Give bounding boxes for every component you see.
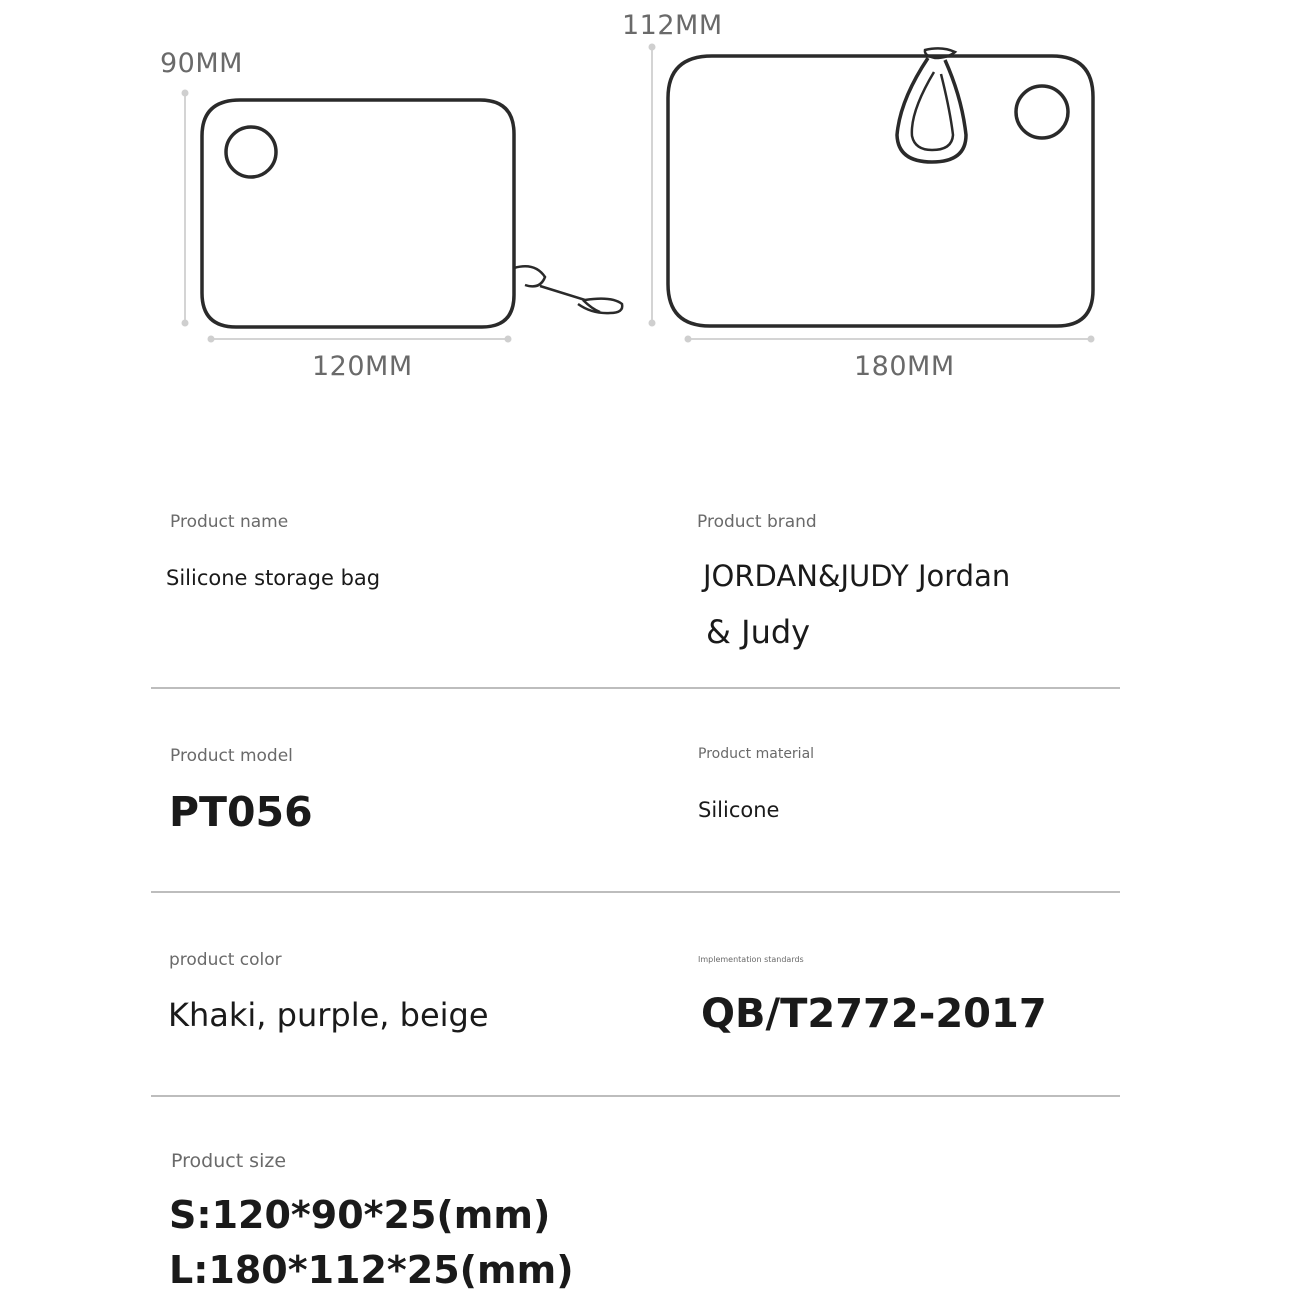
product-color-value: Khaki, purple, beige	[168, 996, 489, 1034]
divider-1	[151, 687, 1120, 689]
product-brand-label: Product brand	[697, 512, 817, 532]
product-material-value: Silicone	[698, 798, 780, 822]
product-material-label: Product material	[698, 746, 815, 762]
product-name-value: Silicone storage bag	[166, 566, 381, 590]
large-bag-height-line	[649, 44, 656, 327]
product-name-label: Product name	[170, 512, 289, 532]
product-brand-value-line2: & Judy	[706, 613, 811, 651]
implementation-standards-value: QB/T2772-2017	[701, 991, 1047, 1037]
product-color-label: product color	[169, 950, 282, 970]
large-bag-width-label: 180MM	[854, 351, 955, 382]
small-bag-width-label: 120MM	[312, 351, 413, 382]
product-model-label: Product model	[170, 746, 293, 766]
small-bag-outline	[202, 100, 622, 327]
product-model-value: PT056	[169, 788, 313, 836]
small-bag-height-label: 90MM	[160, 48, 243, 79]
divider-3	[151, 1095, 1120, 1097]
product-size-large-value: L:180*112*25(mm)	[169, 1248, 574, 1292]
small-bag-width-line	[208, 336, 512, 343]
large-bag-outline	[668, 48, 1093, 326]
large-bag-height-label: 112MM	[622, 10, 723, 41]
implementation-standards-label: Implementation standards	[698, 955, 804, 964]
large-bag-width-line	[685, 336, 1095, 343]
product-size-label: Product size	[171, 1150, 287, 1172]
product-brand-value-line1: JORDAN&JUDY Jordan	[703, 559, 1011, 593]
divider-2	[151, 891, 1120, 893]
small-bag-height-line	[182, 90, 189, 327]
product-size-small-value: S:120*90*25(mm)	[169, 1193, 551, 1237]
